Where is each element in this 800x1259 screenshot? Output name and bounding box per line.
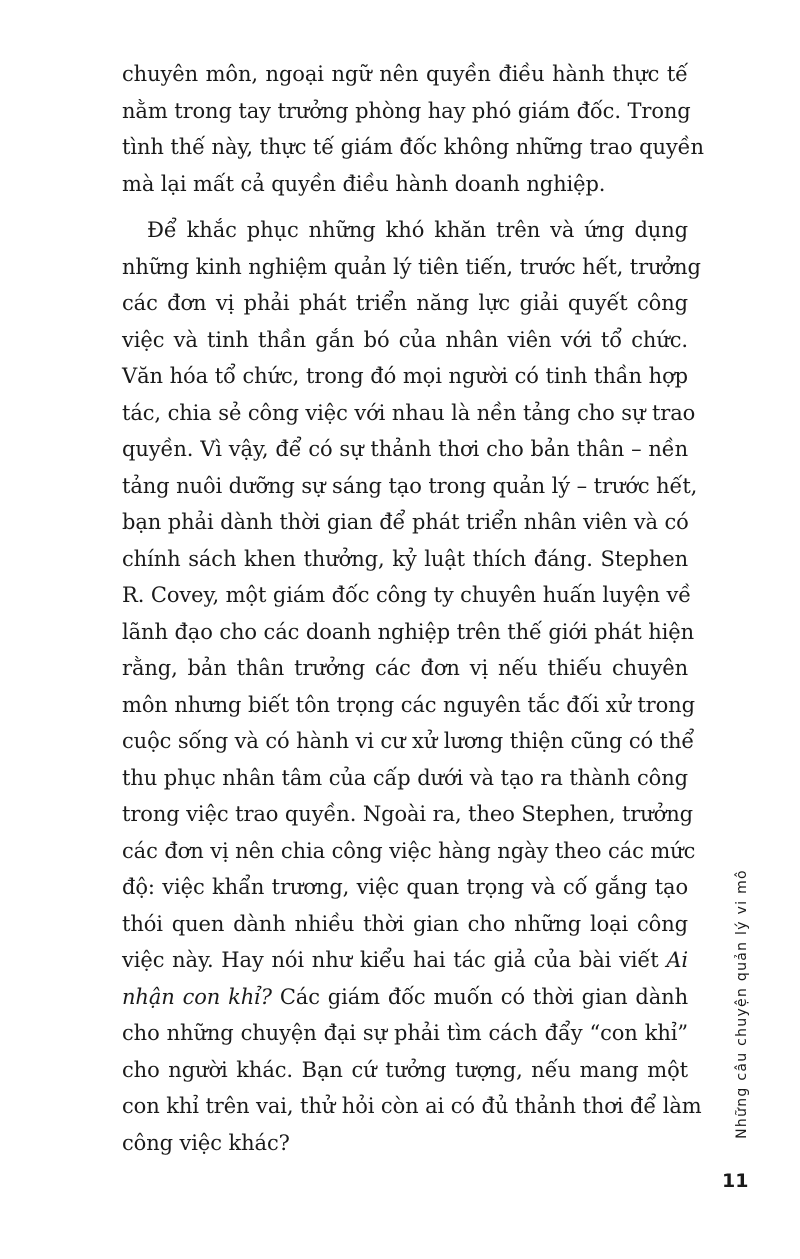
running-head (733, 866, 751, 1141)
text-line: những kinh nghiệm quản lý tiên tiến, trước hết, trưởng (122, 254, 701, 279)
text-line: việc và tinh thần gắn bó của nhân viên với tổ chức. (122, 327, 688, 352)
text-line: Để khắc phục những khó khăn trên và ứng dụng (147, 218, 688, 242)
text-line: lãnh đạo cho các doanh nghiệp trên thế giới phát hiện (122, 619, 695, 644)
text-line: thu phục nhân tâm của cấp dưới và tạo ra thành công (122, 765, 688, 790)
text-line: chuyên môn, ngoại ngữ nên quyền điều hành thực tế (122, 62, 688, 86)
text-line: tác, chia sẻ công việc với nhau là nền tảng cho sự trao (122, 400, 696, 425)
running-head-text: Những câu chuyện quản lý vi mô (734, 868, 750, 1139)
text-line: tình thế này, thực tế giám đốc không những trao quyền (122, 135, 704, 159)
text-run: Các giám đốc muốn có thời gian dành (271, 984, 688, 1009)
body-text (122, 56, 704, 1161)
paragraph-gap (122, 202, 688, 212)
text-line: cho những chuyện đại sự phải tìm cách đẩy “con khỉ” (122, 1021, 688, 1045)
text-line (122, 942, 688, 979)
italic-book-title: Ai (666, 948, 688, 972)
text-line: cuộc sống và có hành vi cư xử lương thiện cũng có thể (122, 729, 695, 753)
text-line: con khỉ trên vai, thử hỏi còn ai có đủ thảnh thơi để làm (122, 1094, 702, 1118)
text-line: tảng nuôi dưỡng sự sáng tạo trong quản lý – trước hết, (122, 473, 698, 498)
text-line: cho người khác. Bạn cứ tưởng tượng, nếu mang một (122, 1057, 688, 1082)
italic-book-title: nhận con khỉ? (122, 984, 272, 1009)
text-line: các đơn vị nên chia công việc hàng ngày theo các mức (122, 838, 696, 863)
text-run: việc này. Hay nói như kiểu hai tác giả của bài viết (122, 948, 667, 972)
text-line: các đơn vị phải phát triển năng lực giải quyết công (122, 291, 688, 315)
text-line: chính sách khen thưởng, kỷ luật thích đáng. Stephen (122, 546, 688, 571)
text-line: mà lại mất cả quyền điều hành doanh nghiệp. (122, 171, 606, 196)
text-line (122, 979, 688, 1016)
text-line: môn nhưng biết tôn trọng các nguyên tắc đối xử trong (122, 692, 695, 717)
text-line: Văn hóa tổ chức, trong đó mọi người có tinh thần hợp (122, 364, 688, 388)
text-line: thói quen dành nhiều thời gian cho những loại công (122, 911, 688, 936)
text-line: công việc khác? (122, 1130, 290, 1155)
text-line: R. Covey, một giám đốc công ty chuyên huấn luyện về (122, 583, 692, 607)
text-line: bạn phải dành thời gian để phát triển nhân viên và có (122, 510, 689, 534)
text-line: trong việc trao quyền. Ngoài ra, theo Stephen, trưởng (122, 802, 693, 826)
text-line: nằm trong tay trưởng phòng hay phó giám đốc. Trong (122, 98, 691, 123)
text-line: rằng, bản thân trưởng các đơn vị nếu thiếu chuyên (122, 656, 688, 680)
text-line: quyền. Vì vậy, để có sự thảnh thơi cho bản thân – nền (122, 437, 688, 461)
text-line: độ: việc khẩn trương, việc quan trọng và cố gắng tạo (122, 875, 688, 899)
page-number: 11 (722, 1170, 749, 1192)
